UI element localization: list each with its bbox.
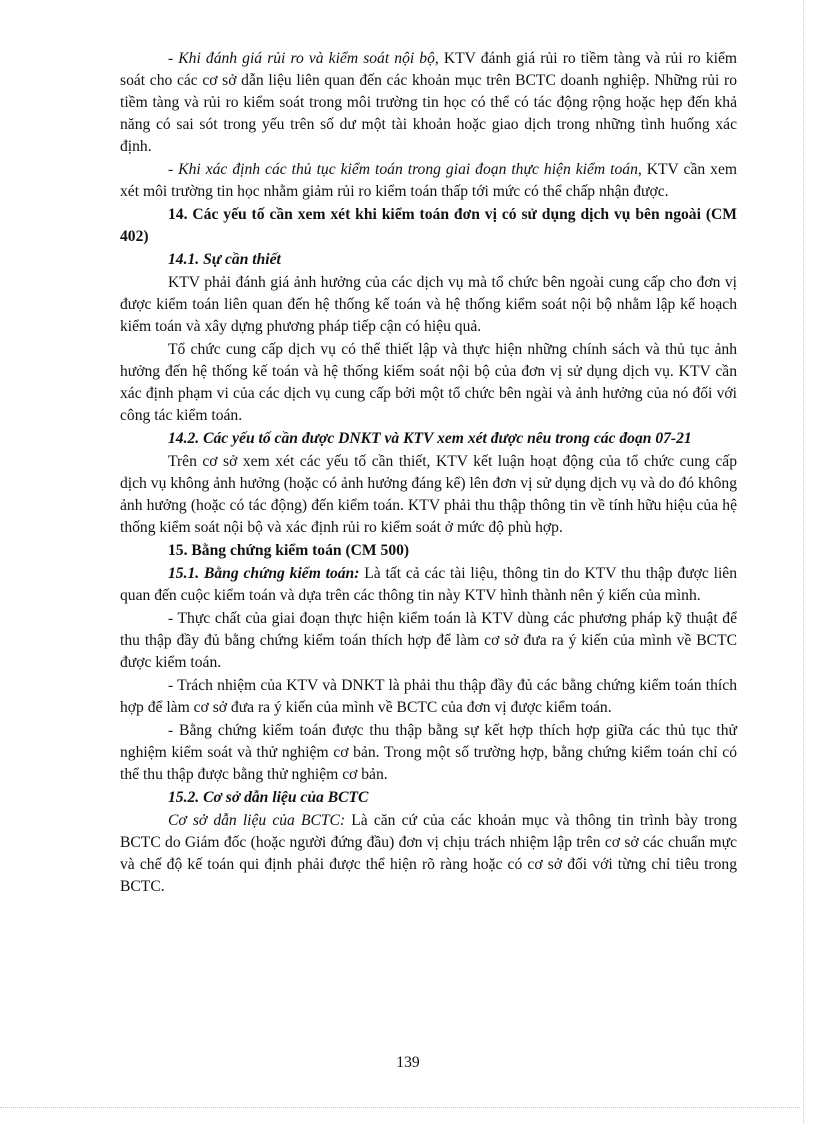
paragraph-lead-italic: - Khi xác định các thủ tục kiểm toán trong giai đoạn thực hiện kiểm toán,: [168, 161, 642, 178]
section-heading-14: 14. Các yếu tố cần xem xét khi kiểm toán đơn vị có sử dụng dịch vụ bên ngoài (CM 402): [120, 206, 737, 245]
paragraph-risk-assessment: [120, 48, 737, 158]
paragraph-audit-procedures: [120, 159, 737, 203]
page-border-bottom: [0, 1107, 800, 1108]
paragraph-assertions: [120, 810, 737, 898]
paragraph-audit-evidence-definition: [120, 563, 737, 607]
paragraph-service-organization: Tổ chức cung cấp dịch vụ có thể thiết lập và thực hiện những chính sách và thủ tục ảnh hưởng đến hệ thống kế toán và hệ thống kiểm soát nội bộ của đơn vị sử dụng dịch vụ. KTV cần xác định phạm vi của các dịch vụ cung cấp bởi một tổ chức bên ngài và ảnh hưởng của nó đối với công tác kiểm toán.: [120, 341, 737, 424]
paragraph-lead-bold-italic: 15.1. Bằng chứng kiểm toán:: [168, 565, 360, 582]
subsection-heading-15-2: 15.2. Cơ sở dẫn liệu của BCTC: [168, 789, 369, 806]
subsection-heading-14-1: 14.1. Sự cần thiết: [168, 251, 281, 268]
page-number: 139: [396, 1054, 420, 1071]
paragraph-text: KTV đánh giá rủi ro tiềm tàng và rủi ro kiểm soát cho các cơ sở dẫn liệu liên quan đến các khoản mục trên BCTC doanh nghiệp. Những rủi ro tiềm tàng và rủi ro kiểm soát trong môi trường tin học có thể có tác động rộng hoặc hẹp đến khả năng có sai sót trong yếu trên số dư một tài khoản hoặc giao dịch trong những tình huống xác định.: [120, 50, 737, 155]
paragraph-conclusion: Trên cơ sở xem xét các yếu tố cần thiết, KTV kết luận hoạt động của tổ chức cung cấp dịch vụ không ảnh hưởng (hoặc có ảnh hưởng đáng kể) lên đơn vị sử dụng dịch vụ và do đó không ảnh hưởng (hoặc có tác động) đến kiểm toán. KTV phải thu thập thông tin về tính hữu hiệu của hệ thống kiểm soát nội bộ và xác định rủi ro kiểm soát ở mức độ phù hợp.: [120, 453, 737, 536]
paragraph-lead-italic: - Khi đánh giá rủi ro và kiểm soát nội bộ,: [168, 50, 439, 67]
section-heading-15: 15. Bằng chứng kiểm toán (CM 500): [168, 542, 410, 559]
paragraph-text: Là tất cả các tài liệu, thông tin do KTV thu thập được liên quan đến cuộc kiểm toán và dựa trên các thông tin này KTV hình thành nên ý kiến của mình.: [120, 565, 737, 604]
paragraph-lead-italic: Cơ sở dẫn liệu của BCTC:: [168, 812, 346, 829]
paragraph-service-impact: KTV phải đánh giá ảnh hưởng của các dịch vụ mà tổ chức bên ngoài cung cấp cho đơn vị được kiểm toán liên quan đến hệ thống kế toán và hệ thống kiểm soát nội bộ nhằm lập kế hoạch kiểm toán và xây dựng phương pháp tiếp cận có hiệu quả.: [120, 274, 737, 335]
paragraph-text: Là căn cứ của các khoản mục và thông tin trình bày trong BCTC do Giám đốc (hoặc người đứng đầu) đơn vị chịu trách nhiệm lập trên cơ sở các chuẩn mực và chế độ kế toán qui định phải được thể hiện rõ ràng hoặc có cơ sở đối với từng chỉ tiêu trong BCTC.: [120, 812, 737, 895]
paragraph-text: KTV cần xem xét môi trường tin học nhằm giảm rủi ro kiểm toán thấp tới mức có thể chấp nhận được.: [120, 161, 737, 200]
page-border-right: [803, 0, 804, 1123]
page-body: [120, 48, 737, 899]
subsection-heading-14-2: 14.2. Các yếu tố cần được DNKT và KTV xem xét được nêu trong các đoạn 07-21: [168, 430, 692, 447]
paragraph-evidence-essence: - Thực chất của giai đoạn thực hiện kiểm toán là KTV dùng các phương pháp kỹ thuật để thu thập đầy đủ bằng chứng kiểm toán thích hợp để làm cơ sở đưa ra ý kiến của mình về BCTC được kiểm toán.: [120, 610, 737, 671]
paragraph-evidence-responsibility: - Trách nhiệm của KTV và DNKT là phải thu thập đầy đủ các bằng chứng kiểm toán thích hợp để làm cơ sở đưa ra ý kiến của mình về BCTC của đơn vị được kiểm toán.: [120, 677, 737, 716]
paragraph-evidence-collection: - Bằng chứng kiểm toán được thu thập bằng sự kết hợp thích hợp giữa các thủ tục thử nghiệm kiểm soát và thử nghiệm cơ bản. Trong một số trường hợp, bằng chứng kiểm toán chỉ có thể thu thập được bằng thử nghiệm cơ bản.: [120, 722, 737, 783]
